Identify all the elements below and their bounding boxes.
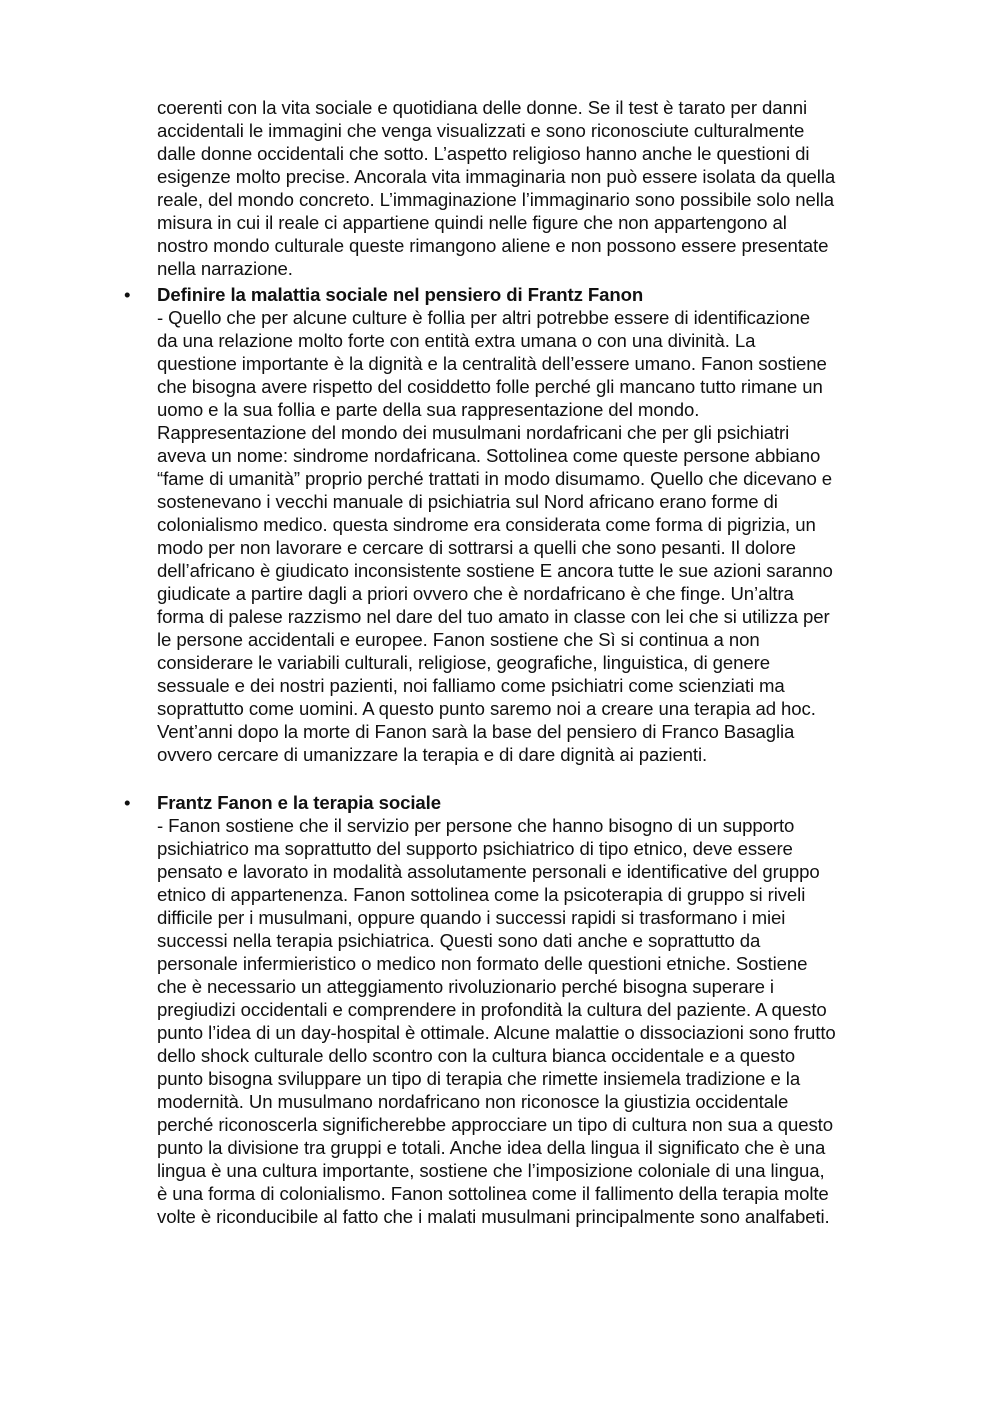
text-line: accidentali le immagini che venga visualizzati e sono riconosciute culturalmente	[157, 120, 805, 141]
text-line: da una relazione molto forte con entità extra umana o con una divinità. La	[157, 330, 756, 351]
text-line: successi nella terapia psichiatrica. Questi sono dati anche e soprattutto da	[157, 930, 761, 951]
text-line: questione importante è la dignità e la centralità dell’essere umano. Fanon sostiene	[157, 353, 827, 374]
bullet-marker: •	[124, 792, 131, 813]
text-line: che bisogna avere rispetto del cosiddetto folle perché gli mancano tutto rimane un	[157, 376, 823, 397]
text-line: giudicate a partire dagli a priori ovvero che è nordafricano è che finge. Un’altra	[157, 583, 794, 604]
section-heading: Definire la malattia sociale nel pensiero di Frantz Fanon	[157, 284, 644, 305]
text-line: Vent’anni dopo la morte di Fanon sarà la base del pensiero di Franco Basaglia	[157, 721, 795, 742]
text-line: considerare le variabili culturali, religiose, geografiche, linguistica, di genere	[157, 652, 770, 673]
text-line: modernità. Un musulmano nordafricano non riconosce la giustizia occidentale	[157, 1091, 789, 1112]
text-line: ovvero cercare di umanizzare la terapia e di dare dignità ai pazienti.	[157, 744, 708, 765]
text-line: personale infermieristico o medico non formato delle questioni etniche. Sostiene	[157, 953, 808, 974]
text-line: dalle donne occidentali che sotto. L’aspetto religioso hanno anche le questioni di	[157, 143, 810, 164]
text-line: aveva un nome: sindrome nordafricana. Sottolinea come queste persone abbiano	[157, 445, 821, 466]
text-line: volte è riconducibile al fatto che i malati musulmani principalmente sono analfabeti.	[157, 1206, 830, 1227]
text-line: dell’africano è giudicato inconsistente sostiene E ancora tutte le sue azioni saranno	[157, 560, 833, 581]
text-line: coerenti con la vita sociale e quotidiana delle donne. Se il test è tarato per danni	[157, 97, 808, 118]
text-line: nostro mondo culturale queste rimangono aliene e non possono essere presentate	[157, 235, 829, 256]
text-line: uomo e la sua follia e parte della sua rappresentazione del mondo.	[157, 399, 700, 420]
text-line: - Quello che per alcune culture è follia per altri potrebbe essere di identificazione	[157, 307, 810, 328]
text-line: è una forma di colonialismo. Fanon sottolinea come il fallimento della terapia molte	[157, 1183, 829, 1204]
text-line: perché riconoscerla significherebbe approcciare un tipo di cultura non sua a questo	[157, 1114, 833, 1135]
text-line: che è necessario un atteggiamento rivoluzionario perché bisogna superare i	[157, 976, 774, 997]
text-line: Rappresentazione del mondo dei musulmani nordafricani che per gli psichiatri	[157, 422, 790, 443]
text-line: esigenze molto precise. Ancorala vita immaginaria non può essere isolata da quella	[157, 166, 836, 187]
text-line: punto la divisione tra gruppi e totali. Anche idea della lingua il significato che è una	[157, 1137, 826, 1158]
text-line: “fame di umanità” proprio perché trattati in modo disumamo. Quello che dicevano e	[157, 468, 833, 489]
text-line: punto l’idea di un day-hospital è ottimale. Alcune malattie o dissociazioni sono frutto	[157, 1022, 836, 1043]
text-line: reale, del mondo concreto. L’immaginazione l’immaginario sono possibile solo nella	[157, 189, 835, 210]
text-line: soprattutto come uomini. A questo punto saremo noi a creare una terapia ad hoc.	[157, 698, 816, 719]
text-line: modo per non lavorare e cercare di sottrarsi a quelli che sono pesanti. Il dolore	[157, 537, 796, 558]
text-line: sessuale e dei nostri pazienti, noi falliamo come psichiatri come scienziati ma	[157, 675, 785, 696]
text-line: forma di palese razzismo nel dare del tuo amato in classe con lei che si utilizza per	[157, 606, 830, 627]
text-line: difficile per i musulmani, oppure quando i successi rapidi si trasformano i miei	[157, 907, 786, 928]
text-line: punto bisogna sviluppare un tipo di terapia che rimette insiemela tradizione e la	[157, 1068, 801, 1089]
text-line: pensato e lavorato in modalità assolutamente personali e identificative del gruppo	[157, 861, 820, 882]
section-heading: Frantz Fanon e la terapia sociale	[157, 792, 441, 813]
text-line: sostenevano i vecchi manuale di psichiatria sul Nord africano erano forme di	[157, 491, 778, 512]
text-line: psichiatrico ma soprattutto del supporto psichiatrico di tipo etnico, deve essere	[157, 838, 793, 859]
bullet-marker: •	[124, 284, 131, 305]
text-line: etnico di appartenenza. Fanon sottolinea come la psicoterapia di gruppo si riveli	[157, 884, 806, 905]
text-line: nella narrazione.	[157, 258, 293, 279]
text-line: - Fanon sostiene che il servizio per persone che hanno bisogno di un supporto	[157, 815, 795, 836]
text-line: misura in cui il reale ci appartiene quindi nelle figure che non appartengono al	[157, 212, 787, 233]
text-line: le persone accidentali e europee. Fanon sostiene che Sì si continua a non	[157, 629, 760, 650]
text-line: pregiudizi occidentali e comprendere in profondità la cultura del paziente. A questo	[157, 999, 827, 1020]
text-line: lingua è una cultura importante, sostiene che l’imposizione coloniale di una lingua,	[157, 1160, 825, 1181]
text-line: colonialismo medico. questa sindrome era considerata come forma di pigrizia, un	[157, 514, 816, 535]
text-line: dello shock culturale dello scontro con la cultura bianca occidentale e a questo	[157, 1045, 796, 1066]
